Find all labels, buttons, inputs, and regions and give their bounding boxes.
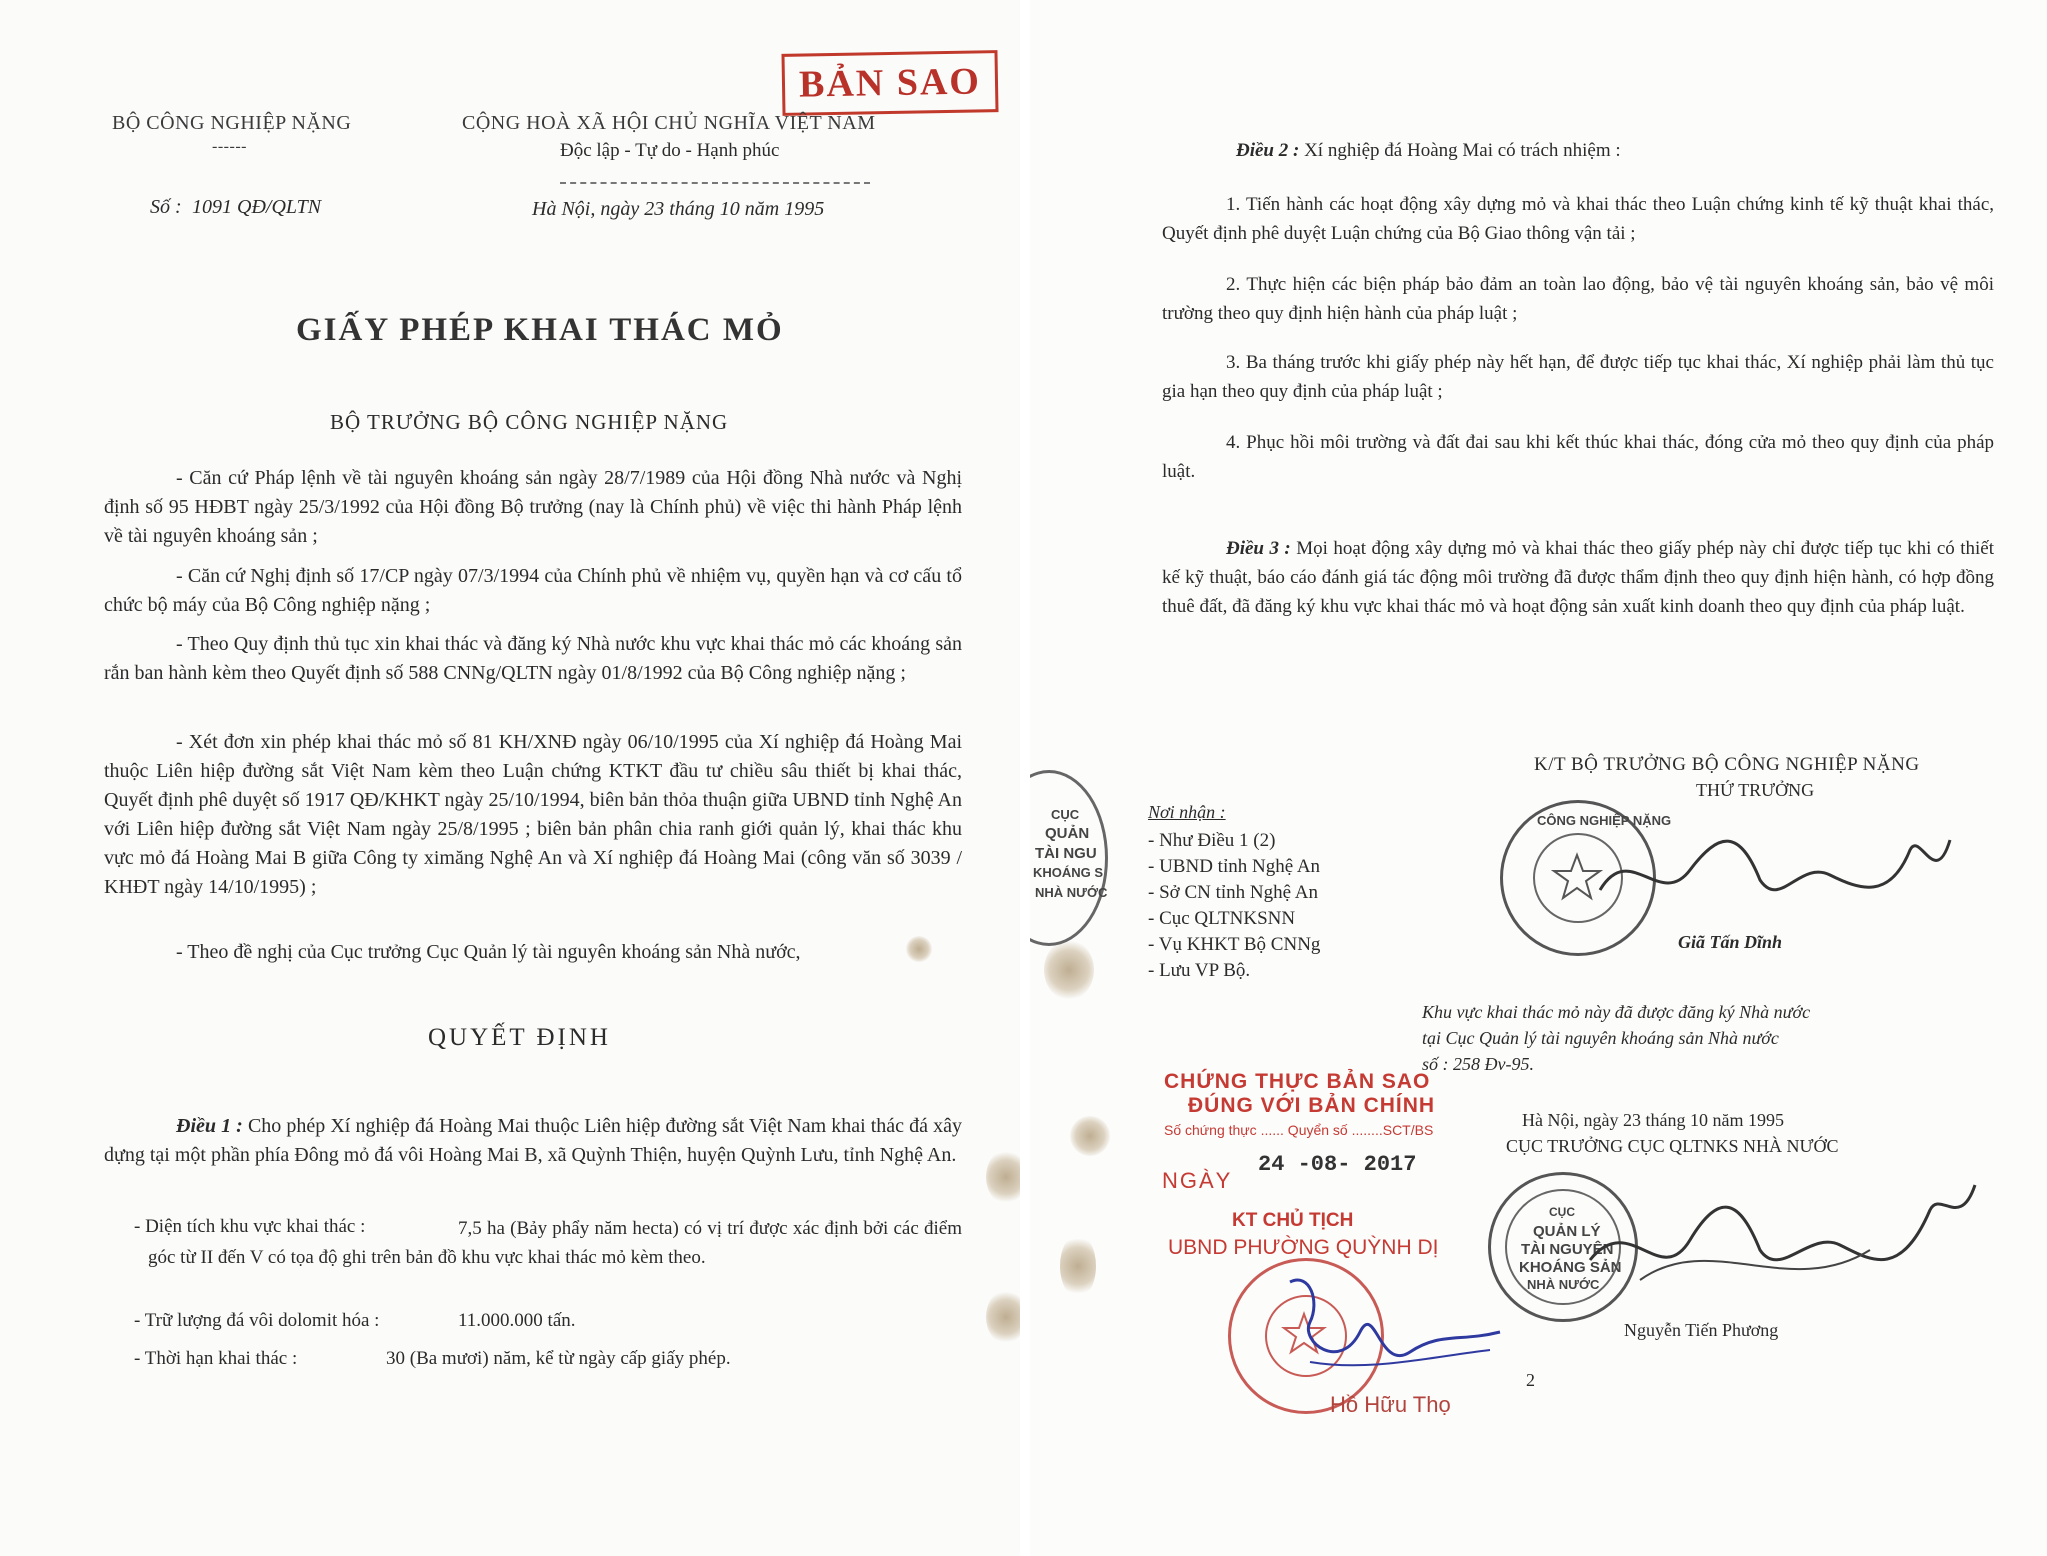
agency-seal-text-1: CỤC [1549, 1205, 1575, 1219]
minister-signature [1590, 820, 1970, 930]
item-term-label: - Thời hạn khai thác : [134, 1348, 298, 1369]
registration-note-2: tại Cục Quản lý tài nguyên khoáng sản Nhà nước [1422, 1028, 1779, 1048]
item-term-value: 30 (Ba mươi) năm, kể từ ngày cấp giấy phép. [386, 1348, 731, 1369]
registration-authority: CỤC TRƯỞNG CỤC QLTNKS NHÀ NƯỚC [1506, 1136, 1839, 1156]
page-divider [1020, 0, 1030, 1556]
recipient-4: - Cục QLTNKSNN [1148, 908, 1296, 929]
article-2-intro-text: Xí nghiệp đá Hoàng Mai có trách nhiệm : [1304, 140, 1621, 161]
ward-signature [1280, 1262, 1510, 1392]
paper-stain [1060, 1234, 1096, 1298]
paper-stain [1070, 1116, 1110, 1156]
item-reserve-value: 11.000.000 tấn. [458, 1310, 576, 1331]
certification-line-1: CHỨNG THỰC BẢN SAO [1164, 1070, 1431, 1093]
preamble-1: - Căn cứ Pháp lệnh về tài nguyên khoáng sản ngày 28/7/1989 của Hội đồng Nhà nước và Nghị định số 95 HĐBT ngày 25/3/1992 của Hội đồng Bộ trưởng (nay là Chính phủ) về việc thi hành Pháp lệnh về tài nguyên khoáng sản ; [104, 467, 962, 547]
article-2-intro [1236, 136, 1936, 165]
registration-date: Hà Nội, ngày 23 tháng 10 năm 1995 [1522, 1110, 1784, 1130]
recipient-5: - Vụ KHKT Bộ CNNg [1148, 934, 1321, 955]
article-2-item-3: 3. Ba tháng trước khi giấy phép này hết hạn, để được tiếp tục khai thác, Xí nghiệp phải làm thủ tục gia hạn theo quy định của pháp luật ; [1162, 352, 1994, 402]
agency-seal-text-5: NHÀ NƯỚC [1527, 1277, 1600, 1292]
article-3-label: Điều 3 : [1226, 538, 1291, 559]
recipient-6: - Lưu VP Bộ. [1148, 960, 1251, 981]
signer-title-2: THỨ TRƯỞNG [1696, 780, 1815, 800]
preamble-3: - Theo Quy định thủ tục xin khai thác và đăng ký Nhà nước khu vực khai thác mỏ các khoáng sản rắn ban hành kèm theo Quyết định số 588 CNNg/QLTN ngày 01/8/1992 của Bộ Công nghiệp nặng ; [104, 633, 962, 684]
copy-stamp: BẢN SAO [781, 50, 998, 116]
issuing-authority: BỘ TRƯỞNG BỘ CÔNG NGHIỆP NẶNG [330, 410, 729, 434]
partial-seal-text-5: NHÀ NƯỚC [1035, 885, 1108, 900]
recipient-1: - Như Điều 1 (2) [1148, 830, 1276, 851]
article-1-text: Cho phép Xí nghiệp đá Hoàng Mai thuộc Liên hiệp đường sắt Việt Nam khai thác đá xây dựng tại một phần phía Đông mỏ đá vôi Hoàng Mai B, xã Quỳnh Thiện, huyện Quỳnh Lưu, tỉnh Nghệ An. [104, 1115, 962, 1166]
ward-signer-name: Hồ Hữu Thọ [1330, 1392, 1451, 1417]
document-title: GIẤY PHÉP KHAI THÁC MỎ [296, 312, 784, 348]
ministry-seal-text: CÔNG NGHIỆP NẶNG [1537, 813, 1672, 828]
certification-day-value: 24 -08- 2017 [1258, 1152, 1417, 1177]
page-number: 2 [1526, 1370, 1535, 1390]
item-area-value: 7,5 ha (Bảy phẩy năm hecta) có vị trí được xác định bởi các điểm góc từ II đến V có tọa độ ghi trên bản đồ khu vực khai thác mỏ kèm theo. [148, 1218, 962, 1268]
recipient-3: - Sở CN tỉnh Nghệ An [1148, 882, 1318, 903]
paper-stain [906, 936, 932, 962]
agency-signer-name: Nguyễn Tiến Phương [1624, 1320, 1779, 1340]
decision-heading: QUYẾT ĐỊNH [428, 1024, 611, 1051]
republic-name: CỘNG HOÀ XÃ HỘI CHỦ NGHĨA VIỆT NAM [462, 112, 876, 134]
article-2-item-4: 4. Phục hồi môi trường và đất đai sau khi kết thúc khai thác, đóng cửa mỏ theo quy định của pháp luật. [1162, 432, 1994, 482]
ministry-dashes: ------ [212, 138, 247, 155]
recipients-label: Nơi nhận : [1148, 802, 1226, 822]
registration-note-1: Khu vực khai thác mỏ này đã được đăng ký Nhà nước [1422, 1002, 1811, 1022]
doc-number-value: 1091 QĐ/QLTN [192, 196, 322, 218]
preamble-2: - Căn cứ Nghị định số 17/CP ngày 07/3/1994 của Chính phủ về nhiệm vụ, quyền hạn và cơ cấu tổ chức bộ máy của Bộ Công nghiệp nặng ; [104, 565, 962, 616]
paper-stain [986, 1150, 1020, 1204]
agency-seal-text-4: KHOÁNG SẢN [1519, 1259, 1622, 1276]
ministry-name: BỘ CÔNG NGHIỆP NẶNG [112, 112, 352, 134]
certification-chair: KT CHỦ TỊCH [1232, 1210, 1354, 1231]
doc-number-label: Số : [150, 196, 182, 218]
right-page [1030, 0, 2047, 1556]
partial-seal-text-2: QUẢN [1045, 825, 1090, 842]
certification-day-label: NGÀY [1162, 1168, 1233, 1193]
article-1 [104, 1112, 962, 1170]
preamble-5: - Theo đề nghị của Cục trưởng Cục Quản lý tài nguyên khoáng sản Nhà nước, [176, 941, 801, 963]
article-1-label: Điều 1 : [176, 1115, 243, 1137]
registration-note-3: số : 258 Đv-95. [1422, 1054, 1534, 1074]
article-2-item-2: 2. Thực hiện các biện pháp bảo đảm an toàn lao động, bảo vệ tài nguyên khoáng sản, bảo vệ môi trường theo quy định hiện hành của pháp luật ; [1162, 274, 1994, 324]
motto-underline [560, 182, 870, 184]
partial-seal-text-3: TÀI NGU [1035, 845, 1097, 862]
agency-seal-text-2: QUẢN LÝ [1533, 1223, 1601, 1240]
partial-seal-text-4: KHOÁNG S [1033, 865, 1104, 880]
minister-name: Giã Tấn Dĩnh [1678, 932, 1783, 952]
preamble-4: - Xét đơn xin phép khai thác mỏ số 81 KH/XNĐ ngày 06/10/1995 của Xí nghiệp đá Hoàng Mai thuộc Liên hiệp đường sắt Việt Nam kèm theo Luận chứng KTKT đầu tư chiều sâu thiết bị khai thác, Quyết định phê duyệt số 1917 QĐ/KHKT ngày 25/10/1994, biên bản thỏa thuận giữa UBND tỉnh Nghệ An với Liên hiệp đường sắt Việt Nam ngày 25/8/1995 ; biên bản phân chia ranh giới quản lý, khai thác khu vực mỏ đá Hoàng Mai B giữa Công ty ximăng Nghệ An và Xí nghiệp đá Hoàng Mai (công văn số 3039 / KHĐT ngày 14/10/1995) ; [104, 731, 962, 898]
recipient-2: - UBND tỉnh Nghệ An [1148, 856, 1321, 877]
motto: Độc lập - Tự do - Hạnh phúc [560, 140, 780, 161]
certification-ward: UBND PHƯỜNG QUỲNH DỊ [1168, 1236, 1439, 1259]
paper-stain [1044, 940, 1094, 1000]
agency-signature [1570, 1170, 1990, 1320]
item-reserve-label: - Trữ lượng đá vôi dolomit hóa : [134, 1310, 380, 1331]
certification-line-3: Số chứng thực ...... Quyển số ........SCT/BS [1164, 1122, 1434, 1138]
left-page [0, 0, 1020, 1556]
article-2-item-1: 1. Tiến hành các hoạt động xây dựng mỏ và khai thác theo Luận chứng kinh tế kỹ thuật khai thác, Quyết định phê duyệt Luận chứng của Bộ Giao thông vận tải ; [1162, 194, 1994, 244]
paper-stain [986, 1290, 1020, 1344]
article-3 [1162, 534, 1994, 621]
article-3-text: Mọi hoạt động xây dựng mỏ và khai thác theo giấy phép này chỉ được tiếp tục khi có thiết kế kỹ thuật, báo cáo đánh giá tác động môi trường đã được thẩm định theo quy định hiện hành, có hợp đồng thuê đất, đã đăng ký khu vực khai thác mỏ và hoạt động sản xuất kinh doanh theo quy định của pháp luật. [1162, 538, 1995, 617]
partial-seal [1030, 770, 1108, 946]
article-2-label: Điều 2 : [1236, 140, 1300, 161]
certification-line-2: ĐÚNG VỚI BẢN CHÍNH [1188, 1094, 1436, 1117]
item-area-label: - Diện tích khu vực khai thác : [134, 1216, 366, 1237]
partial-seal-text-1: CỤC [1051, 807, 1080, 822]
agency-seal-text-3: TÀI NGUYÊN [1521, 1241, 1614, 1258]
signer-title-1: K/T BỘ TRƯỞNG BỘ CÔNG NGHIỆP NẶNG [1534, 754, 1920, 775]
issue-date: Hà Nội, ngày 23 tháng 10 năm 1995 [532, 198, 825, 220]
